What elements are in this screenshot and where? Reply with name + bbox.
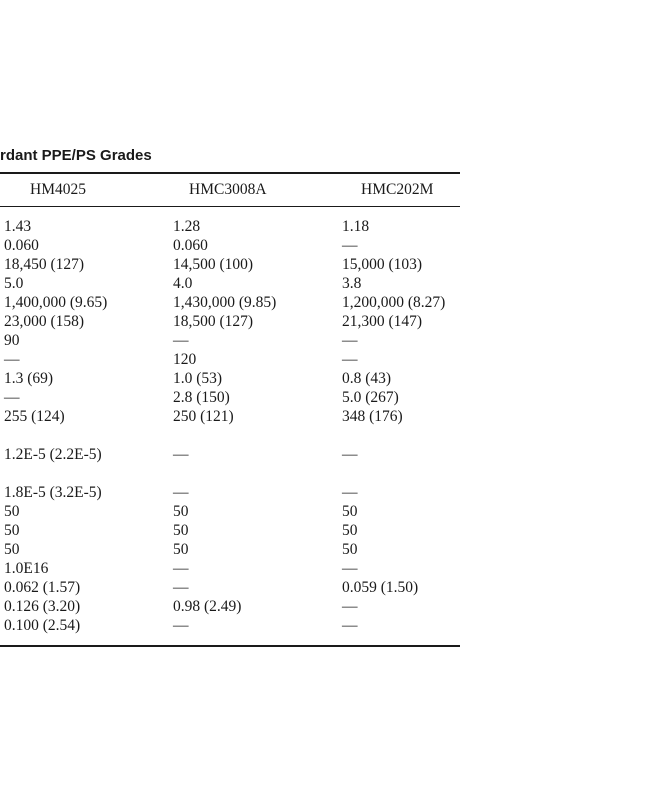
table-cell: 23,000 (158)	[4, 313, 85, 330]
table-row	[0, 445, 462, 464]
table-row	[0, 540, 462, 559]
table-cell: 50	[4, 522, 20, 539]
table-cell: 0.060	[4, 237, 39, 254]
table-cell: 0.8 (43)	[342, 370, 392, 387]
top-rule	[0, 172, 460, 174]
table-cell: —	[173, 579, 189, 596]
table-cell: 15,000 (103)	[342, 256, 423, 273]
table-row	[0, 559, 462, 578]
table-cell: 1.3 (69)	[4, 370, 54, 387]
table-cell: 2.8 (150)	[173, 389, 230, 406]
table-row	[0, 578, 462, 597]
column-header-hm4025: HM4025	[30, 181, 86, 198]
table-row	[0, 521, 462, 540]
table-cell: 50	[173, 522, 189, 539]
table-cell: 1.0 (53)	[173, 370, 223, 387]
table-cell: 0.062 (1.57)	[4, 579, 81, 596]
column-header-hmc202m: HMC202M	[361, 181, 434, 198]
table-row	[0, 331, 462, 350]
table-cell: 250 (121)	[173, 408, 234, 425]
table-cell: —	[4, 389, 20, 406]
table-cell: —	[342, 617, 358, 634]
table-cell: 348 (176)	[342, 408, 403, 425]
bottom-rule	[0, 645, 460, 647]
table-cell: 0.060	[173, 237, 208, 254]
table-cell: 1,430,000 (9.85)	[173, 294, 277, 311]
table-row	[0, 255, 462, 274]
table-cell: 1,200,000 (8.27)	[342, 294, 446, 311]
table-cell: —	[173, 446, 189, 463]
table-cell: 0.059 (1.50)	[342, 579, 419, 596]
table-cell: 1.28	[173, 218, 201, 235]
table-row	[0, 350, 462, 369]
table-cell: 50	[342, 522, 358, 539]
table-cell: 1.18	[342, 218, 370, 235]
table-cell: 18,450 (127)	[4, 256, 85, 273]
column-header-hmc3008a: HMC3008A	[189, 181, 267, 198]
table-cell: 21,300 (147)	[342, 313, 423, 330]
table-cell: —	[342, 237, 358, 254]
table-row	[0, 369, 462, 388]
table-row	[0, 293, 462, 312]
table-cell: —	[342, 351, 358, 368]
table-title: rdant PPE/PS Grades	[0, 147, 152, 164]
table-row	[0, 312, 462, 331]
table-cell: —	[173, 332, 189, 349]
table-cell: 90	[4, 332, 20, 349]
table-row	[0, 388, 462, 407]
table-cell: —	[342, 484, 358, 501]
table-cell: 120	[173, 351, 197, 368]
header-rule	[0, 206, 460, 207]
table-cell: 14,500 (100)	[173, 256, 254, 273]
table-cell: 1.8E-5 (3.2E-5)	[4, 484, 102, 501]
table-row	[0, 597, 462, 616]
table-cell: 50	[342, 503, 358, 520]
table-row	[0, 483, 462, 502]
table-row	[0, 407, 462, 426]
table-cell: —	[173, 560, 189, 577]
table-cell: 1.0E16	[4, 560, 49, 577]
table-cell: —	[342, 332, 358, 349]
table-cell: —	[342, 598, 358, 615]
table-row	[0, 236, 462, 255]
table-cell: 255 (124)	[4, 408, 65, 425]
table-row	[0, 217, 462, 236]
table-cell: 18,500 (127)	[173, 313, 254, 330]
table-cell: —	[342, 560, 358, 577]
table-cell: 1.2E-5 (2.2E-5)	[4, 446, 102, 463]
table-cell: 1.43	[4, 218, 32, 235]
table-cell: 0.126 (3.20)	[4, 598, 81, 615]
table-cell: —	[342, 446, 358, 463]
table-cell: 0.98 (2.49)	[173, 598, 242, 615]
table-cell: 5.0 (267)	[342, 389, 399, 406]
table-cell: 0.100 (2.54)	[4, 617, 81, 634]
table-cell: 50	[4, 503, 20, 520]
table-cell: 50	[4, 541, 20, 558]
table-cell: 50	[342, 541, 358, 558]
table-cell: —	[173, 617, 189, 634]
table-row	[0, 616, 462, 635]
table-row	[0, 502, 462, 521]
table-row	[0, 274, 462, 293]
table-cell: 4.0	[173, 275, 193, 292]
table-cell: 5.0	[4, 275, 24, 292]
table-cell: —	[4, 351, 20, 368]
table-cell: 1,400,000 (9.65)	[4, 294, 108, 311]
table-cell: 50	[173, 503, 189, 520]
table-cell: 3.8	[342, 275, 362, 292]
table-body	[0, 217, 462, 635]
table-cell: 50	[173, 541, 189, 558]
table-cell: —	[173, 484, 189, 501]
